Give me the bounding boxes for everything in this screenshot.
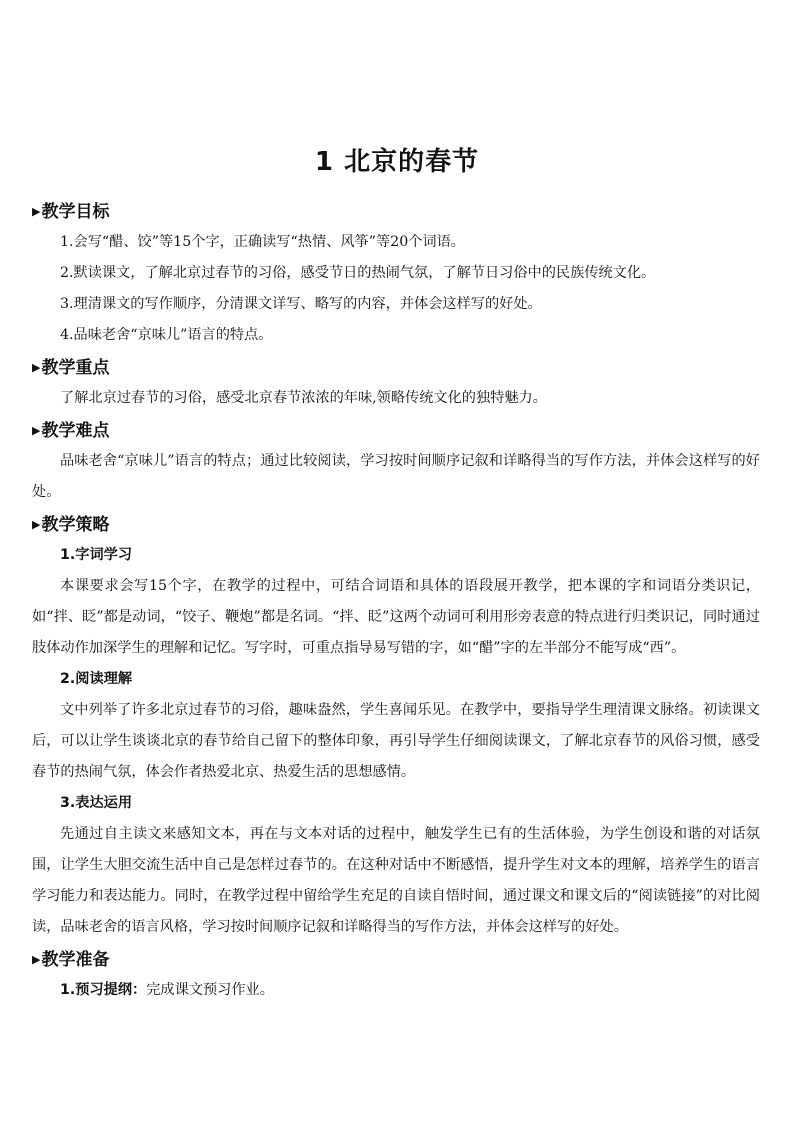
triangle-bullet-icon: ▶	[32, 361, 41, 374]
strategy-paragraph-expression: 先通过自主读文来感知文本，再在与文本对话的过程中，触发学生已有的生活体验，为学生创设和谐的对话氛围，让学生大胆交流生活中自己是怎样过春节的。在这种对话中不断感悟，提升学生对文本的理解，培养学生的语言学习能力和表达能力。同时，在教学过程中留给学生充足的自读自悟时间，通过课文和课文后的“阅读链接”的对比阅读，品味老舍的语言风格，学习按时间顺序记叙和详略得当的写作方法，并体会这样写的好处。	[32, 826, 760, 935]
heading-text: 教学重点	[41, 358, 110, 378]
strategy-subheading-reading: 2.阅读理解	[60, 671, 133, 687]
heading-text: 教学难点	[41, 421, 110, 441]
goal-item: 3.理清课文的写作顺序，分清课文详写、略写的内容，并体会这样写的好处。	[60, 296, 542, 312]
key-points-paragraph: 了解北京过春节的习俗，感受北京春节浓浓的年味,领略传统文化的独特魅力。	[60, 390, 547, 406]
goal-item: 2.默读课文，了解北京过春节的习俗，感受节日的热闹气氛，了解节日习俗中的民族传统文化。	[60, 265, 656, 281]
section-heading-strategies	[32, 510, 760, 540]
section-heading-difficulties	[32, 416, 760, 446]
heading-text: 教学策略	[41, 515, 110, 535]
goal-item: 4.品味老舍“京味儿”语言的特点。	[60, 327, 273, 343]
section-heading-key-points	[32, 353, 760, 383]
heading-text: 教学目标	[41, 202, 110, 222]
preparation-text: 完成课文预习作业。	[146, 982, 274, 998]
triangle-bullet-icon: ▶	[32, 953, 41, 966]
lesson-title: 1 北京的春节	[314, 147, 480, 177]
heading-text: 教学准备	[41, 950, 110, 970]
section-heading-goals	[32, 197, 760, 227]
strategy-paragraph-vocabulary: 本课要求会写15个字，在教学的过程中，可结合词语和具体的语段展开教学，把本课的字和词语分类识记，如“拌、眨”都是动词，“饺子、鞭炮”都是名词。“拌、眨”这两个动词可利用形旁表意的特点进行归类识记，同时通过肢体动作加深学生的理解和记忆。写字时，可重点指导易写错的字，如“醋”字的左半部分不能写成“西”。	[32, 578, 760, 656]
strategy-subheading-expression: 3.表达运用	[60, 795, 133, 811]
goal-item: 1.会写“醋、饺”等15个字，正确读写“热情、风筝”等20个词语。	[60, 234, 465, 250]
document-body	[32, 195, 760, 1006]
triangle-bullet-icon: ▶	[32, 205, 41, 218]
preparation-label: 1.预习提纲：	[60, 982, 147, 998]
strategy-paragraph-reading: 文中列举了许多北京过春节的习俗，趣味盎然，学生喜闻乐见。在教学中，要指导学生理清课文脉络。初读课文后，可以让学生谈谈北京的春节给自己留下的整体印象，再引导学生仔细阅读课文，了解北京春节的风俗习惯，感受春节的热闹气氛，体会作者热爱北京、热爱生活的思想感情。	[32, 702, 760, 780]
triangle-bullet-icon: ▶	[32, 518, 41, 531]
difficulties-paragraph: 品味老舍“京味儿”语言的特点；通过比较阅读，学习按时间顺序记叙和详略得当的写作方法，并体会这样写的好处。	[32, 453, 760, 500]
section-heading-preparation	[32, 945, 760, 975]
strategy-subheading-vocabulary: 1.字词学习	[60, 547, 133, 563]
triangle-bullet-icon: ▶	[32, 424, 41, 437]
preparation-item	[32, 975, 760, 1006]
